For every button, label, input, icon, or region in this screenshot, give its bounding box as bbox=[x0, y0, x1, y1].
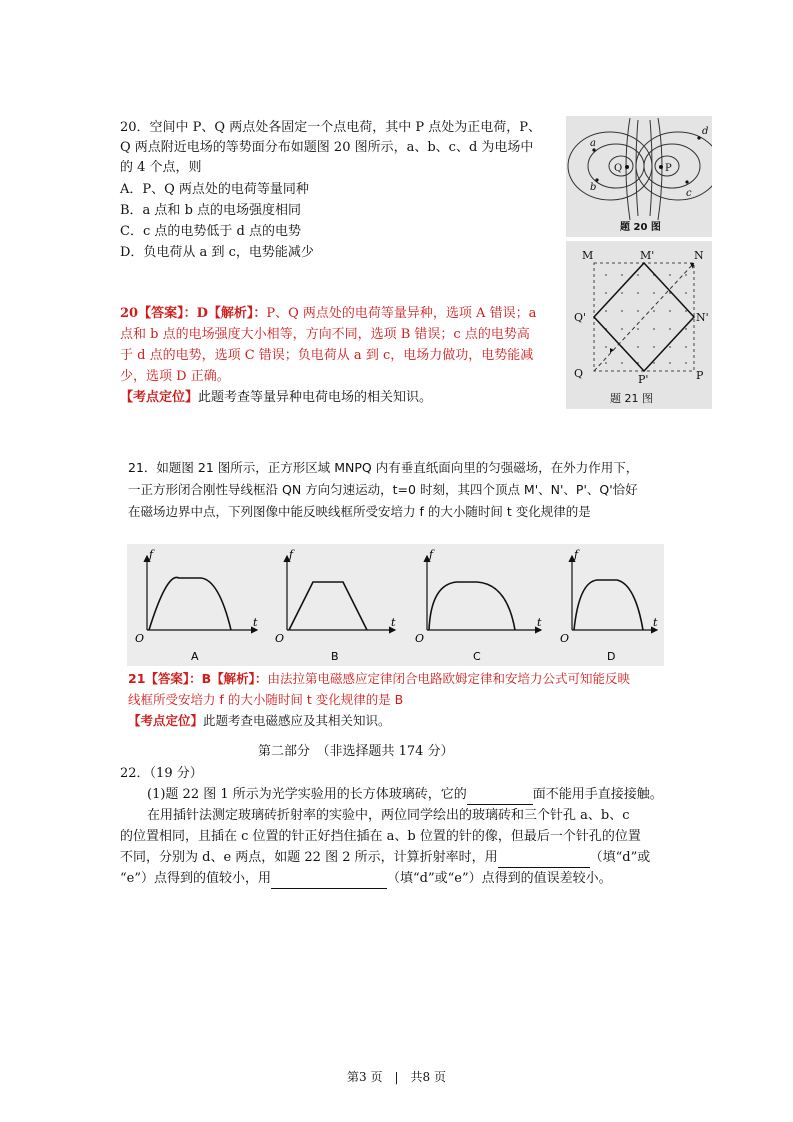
label-P: P bbox=[696, 369, 704, 382]
q22-line-4a: 不同，分别为 d、e 两点，如题 22 图 2 所示，计算折射率时，用 bbox=[120, 850, 498, 865]
label-c: c bbox=[686, 188, 692, 199]
q20-answer-tag: 20【答案】：D【解析】： bbox=[120, 306, 267, 321]
label-a: a bbox=[590, 138, 596, 149]
figure-21 bbox=[566, 241, 712, 409]
q20-stem-line-3: 的 4 个点，则 bbox=[120, 160, 202, 175]
q20-option-a: A．P、Q 两点处的电荷等量同种 bbox=[120, 182, 309, 197]
q21-answer-tag: 21【答案】：B【解析】： bbox=[128, 671, 268, 686]
q20-answer-text-1: P、Q 两点处的电荷等量异种，选项 A 错误；a bbox=[266, 306, 537, 321]
graph-d-xlabel: t bbox=[653, 616, 658, 629]
q20-answer-line-1 bbox=[120, 304, 536, 324]
q22-blank-1[interactable] bbox=[467, 790, 533, 805]
label-Q: Q bbox=[574, 367, 584, 380]
q22-blank-3[interactable] bbox=[271, 874, 387, 889]
figure-20 bbox=[566, 116, 712, 237]
q22-line-5a: “e”）点得到的值较小，用 bbox=[120, 871, 271, 886]
magnetic-field-diagram bbox=[566, 241, 712, 409]
graph-d bbox=[560, 548, 658, 663]
q20-kaodian bbox=[120, 388, 432, 408]
q20-kaodian-text: 此题考查等量异种电荷电场的相关知识。 bbox=[198, 390, 433, 405]
q20-kaodian-tag: 【考点定位】 bbox=[120, 390, 199, 405]
q22-line-1b: 面不能用手直接接触。 bbox=[532, 787, 663, 802]
q20-stem-line-1: 20．空间中 P、Q 两点处各固定一个点电荷，其中 P 点处为正电荷，P、 bbox=[120, 120, 541, 135]
graph-b-origin: O bbox=[275, 632, 285, 645]
q22-line-5 bbox=[120, 869, 612, 889]
q20-answer-line-2: 点和 b 点的电场强度大小相等，方向不同，选项 B 错误；c 点的电势高 bbox=[120, 327, 530, 342]
graph-c-origin: O bbox=[415, 632, 425, 645]
graph-b-xlabel: t bbox=[391, 616, 396, 629]
q21-kaodian-text: 此题考查电磁感应及其相关知识。 bbox=[203, 713, 391, 728]
q21-stem-line-3: 在磁场边界中点，下列图像中能反映线框所受安培力 f 的大小随时间 t 变化规律的是 bbox=[128, 504, 591, 519]
q21-kaodian bbox=[128, 711, 391, 731]
label-d: d bbox=[702, 126, 709, 137]
graph-b bbox=[275, 548, 396, 663]
q22-line-3: 的位置相同，且插在 c 位置的针正好挡住插在 a、b 位置的针的像，但最后一个针孔的位置 bbox=[120, 829, 641, 844]
q22-head: 22．（19 分） bbox=[120, 766, 203, 781]
field-lines-diagram bbox=[566, 116, 712, 237]
q22-line-5b: （填“d”或“e”）点得到的值误差较小。 bbox=[387, 871, 612, 886]
figure-21-caption: 题 21 图 bbox=[610, 392, 653, 405]
q21-answer-line-1 bbox=[128, 669, 630, 689]
graph-c bbox=[415, 548, 542, 663]
q20-option-d: D．负电荷从 a 到 c，电势能减少 bbox=[120, 245, 314, 260]
q22-blank-2[interactable] bbox=[498, 853, 590, 868]
q20-answer-line-3: 于 d 点的电势，选项 C 错误；负电荷从 a 到 c，电场力做功，电势能减 bbox=[120, 348, 534, 363]
graph-d-origin: O bbox=[560, 632, 570, 645]
graph-b-letter: B bbox=[331, 650, 339, 663]
graph-c-xlabel: t bbox=[537, 616, 542, 629]
label-P: P bbox=[665, 163, 672, 174]
graph-d-letter: D bbox=[607, 650, 616, 663]
label-Q: Q bbox=[614, 163, 623, 174]
q21-stem-line-1: 21．如题图 21 图所示，正方形区域 MNPQ 内有垂直纸面向里的匀强磁场，在外力作用下， bbox=[128, 460, 639, 475]
label-M-prime: M' bbox=[640, 249, 655, 262]
label-b: b bbox=[590, 182, 597, 193]
q22-line-1a: (1)题 22 图 1 所示为光学实验用的长方体玻璃砖，它的 bbox=[147, 787, 467, 802]
graph-b-ylabel: f bbox=[289, 548, 294, 561]
graph-c-ylabel: f bbox=[429, 548, 434, 561]
label-N-prime: N' bbox=[696, 311, 709, 324]
page-footer: 第3 页 | 共8 页 bbox=[347, 1070, 446, 1084]
q20-option-b: B．a 点和 b 点的电场强度相同 bbox=[120, 203, 302, 218]
graph-a bbox=[135, 548, 258, 663]
label-N: N bbox=[694, 249, 704, 262]
figure-20-caption: 题 20 图 bbox=[620, 222, 661, 233]
q21-kaodian-tag: 【考点定位】 bbox=[128, 713, 204, 728]
label-Q-prime: Q' bbox=[574, 311, 587, 324]
q20-stem-line-2: Q 两点附近电场的等势面分布如题图 20 图所示，a、b、c、d 为电场中 bbox=[120, 140, 534, 155]
graph-c-letter: C bbox=[473, 650, 481, 663]
q21-answer-text-1: 由法拉第电磁感应定律闭合电路欧姆定律和安培力公式可知能反映 bbox=[267, 671, 630, 686]
q22-line-1 bbox=[147, 785, 663, 805]
part-two-heading: 第二部分 （非选择题共 174 分） bbox=[258, 744, 454, 759]
q20-option-c: C．c 点的电势低于 d 点的电势 bbox=[120, 224, 301, 239]
q21-graphs bbox=[127, 544, 664, 666]
q22-line-4 bbox=[120, 848, 650, 868]
q20-answer-line-4: 少，选项 D 正确。 bbox=[120, 369, 230, 384]
graph-d-ylabel: f bbox=[574, 548, 579, 561]
label-P-prime: P' bbox=[638, 373, 649, 386]
label-M: M bbox=[582, 249, 594, 262]
graph-a-xlabel: t bbox=[253, 616, 258, 629]
graph-a-origin: O bbox=[135, 632, 145, 645]
q21-graphs-svg bbox=[127, 544, 664, 666]
q21-answer-line-2: 线框所受安培力 f 的大小随时间 t 变化规律的是 B bbox=[128, 692, 404, 707]
graph-a-letter: A bbox=[191, 650, 199, 663]
q22-line-4b: （填“d”或 bbox=[589, 850, 651, 865]
q21-stem-line-2: 一正方形闭合刚性导线框沿 QN 方向匀速运动，t=0 时刻，其四个顶点 M'、N'、P'、Q'恰好 bbox=[128, 482, 638, 497]
graph-a-ylabel: f bbox=[149, 548, 154, 561]
q22-line-2: 在用插针法测定玻璃砖折射率的实验中，两位同学绘出的玻璃砖和三个针孔 a、b、c bbox=[147, 808, 630, 823]
